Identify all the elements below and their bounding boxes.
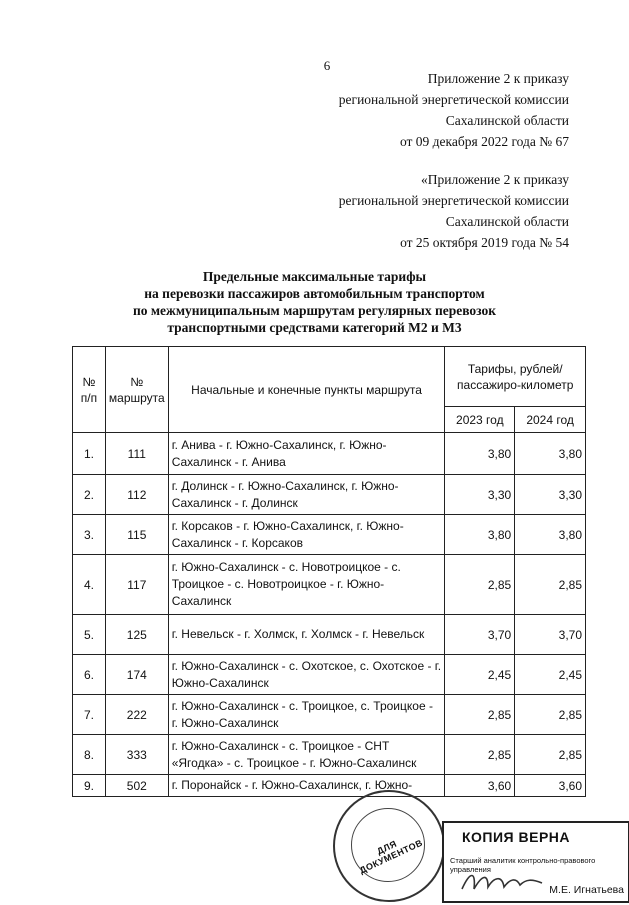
row-points: г. Долинск - г. Южно-Сахалинск, г. Южно-Сахалинск - г. Долинск [168, 475, 445, 515]
appendix-previous [339, 169, 569, 253]
row-route: 115 [105, 515, 168, 555]
title-line: транспортными средствами категорий М2 и М3 [167, 320, 462, 335]
header-year-2023: 2023 год [445, 407, 515, 433]
row-tariff-2023: 3,60 [445, 775, 515, 797]
table-row [73, 433, 586, 475]
row-points: г. Южно-Сахалинск - с. Троицкое, с. Троицкое - г. Южно-Сахалинск [168, 695, 445, 735]
row-number: 5. [73, 615, 106, 655]
row-tariff-2024: 3,80 [515, 515, 586, 555]
row-points: г. Южно-Сахалинск - с. Новотроицкое - с. Троицкое - с. Новотроицкое - г. Южно-Сахалинск [168, 555, 445, 615]
row-tariff-2024: 3,60 [515, 775, 586, 797]
row-tariff-2024: 3,30 [515, 475, 586, 515]
table-row [73, 695, 586, 735]
row-number: 4. [73, 555, 106, 615]
appendix-line: от 09 декабря 2022 года № 67 [399, 134, 569, 149]
appendix-current [339, 68, 569, 152]
table-row [73, 735, 586, 775]
seal-text: ДЛЯ ДОКУМЕНТОВ [357, 837, 425, 876]
table-row [73, 515, 586, 555]
header-points: Начальные и конечные пункты маршрута [168, 347, 445, 433]
row-number: 1. [73, 433, 106, 475]
row-tariff-2023: 3,70 [445, 615, 515, 655]
copy-certified-stamp [442, 821, 629, 903]
row-tariff-2024: 2,45 [515, 655, 586, 695]
row-tariff-2023: 3,30 [445, 475, 515, 515]
row-number: 2. [73, 475, 106, 515]
table-row [73, 775, 586, 797]
page-number: 6 [323, 58, 331, 73]
table-row [73, 615, 586, 655]
row-tariff-2024: 2,85 [515, 735, 586, 775]
header-year-2024: 2024 год [515, 407, 586, 433]
row-route: 125 [105, 615, 168, 655]
signature [458, 867, 548, 897]
appendix-line: региональной энергетической комиссии [338, 193, 569, 208]
row-route: 502 [105, 775, 168, 797]
appendix-line: Сахалинской области [445, 214, 569, 229]
row-tariff-2023: 2,85 [445, 695, 515, 735]
row-tariff-2024: 3,70 [515, 615, 586, 655]
table-row [73, 475, 586, 515]
row-tariff-2023: 2,45 [445, 655, 515, 695]
row-tariff-2024: 2,85 [515, 555, 586, 615]
row-number: 9. [73, 775, 106, 797]
title-line: Предельные максимальные тарифы [202, 269, 427, 284]
row-points: г. Южно-Сахалинск - с. Троицкое - СНТ «Ягодка» - с. Троицкое - г. Южно-Сахалинск [168, 735, 445, 775]
copy-organization: Старший аналитик контрольно-правового управления [450, 856, 596, 874]
row-route: 222 [105, 695, 168, 735]
row-points: г. Анива - г. Южно-Сахалинск, г. Южно-Сахалинск - г. Анива [168, 433, 445, 475]
row-tariff-2023: 2,85 [445, 735, 515, 775]
copy-label: КОПИЯ ВЕРНА [462, 829, 571, 845]
row-route: 333 [105, 735, 168, 775]
table-row [73, 655, 586, 695]
row-route: 111 [105, 433, 168, 475]
row-number: 3. [73, 515, 106, 555]
copy-signer-name: М.Е. Игнатьева [549, 884, 624, 896]
row-route: 174 [105, 655, 168, 695]
row-route: 112 [105, 475, 168, 515]
table-row [73, 555, 586, 615]
appendix-line: региональной энергетической комиссии [338, 92, 569, 107]
row-points: г. Корсаков - г. Южно-Сахалинск, г. Южно-Сахалинск - г. Корсаков [168, 515, 445, 555]
row-tariff-2024: 2,85 [515, 695, 586, 735]
round-seal [333, 790, 445, 902]
row-tariff-2023: 3,80 [445, 515, 515, 555]
row-tariff-2024: 3,80 [515, 433, 586, 475]
header-tariffs: Тарифы, рублей/пассажиро-километр [445, 347, 586, 407]
tariffs-table [72, 346, 586, 797]
row-number: 6. [73, 655, 106, 695]
header-route: № маршрута [105, 347, 168, 433]
appendix-line: от 25 октября 2019 года № 54 [400, 235, 569, 250]
row-tariff-2023: 2,85 [445, 555, 515, 615]
document-title [0, 268, 629, 336]
row-points: г. Поронайск - г. Южно-Сахалинск, г. Южно- [168, 775, 445, 797]
title-line: по межмуниципальным маршрутам регулярных перевозок [132, 303, 497, 318]
row-points: г. Невельск - г. Холмск, г. Холмск - г. Невельск [168, 615, 445, 655]
row-tariff-2023: 3,80 [445, 433, 515, 475]
appendix-line: Сахалинской области [445, 113, 569, 128]
title-line: на перевозки пассажиров автомобильным транспортом [144, 286, 485, 301]
row-route: 117 [105, 555, 168, 615]
row-number: 8. [73, 735, 106, 775]
appendix-line: Приложение 2 к приказу [427, 71, 569, 86]
appendix-line: «Приложение 2 к приказу [421, 172, 569, 187]
header-number: № п/п [73, 347, 106, 433]
row-number: 7. [73, 695, 106, 735]
row-points: г. Южно-Сахалинск - с. Охотское, с. Охотское - г. Южно-Сахалинск [168, 655, 445, 695]
